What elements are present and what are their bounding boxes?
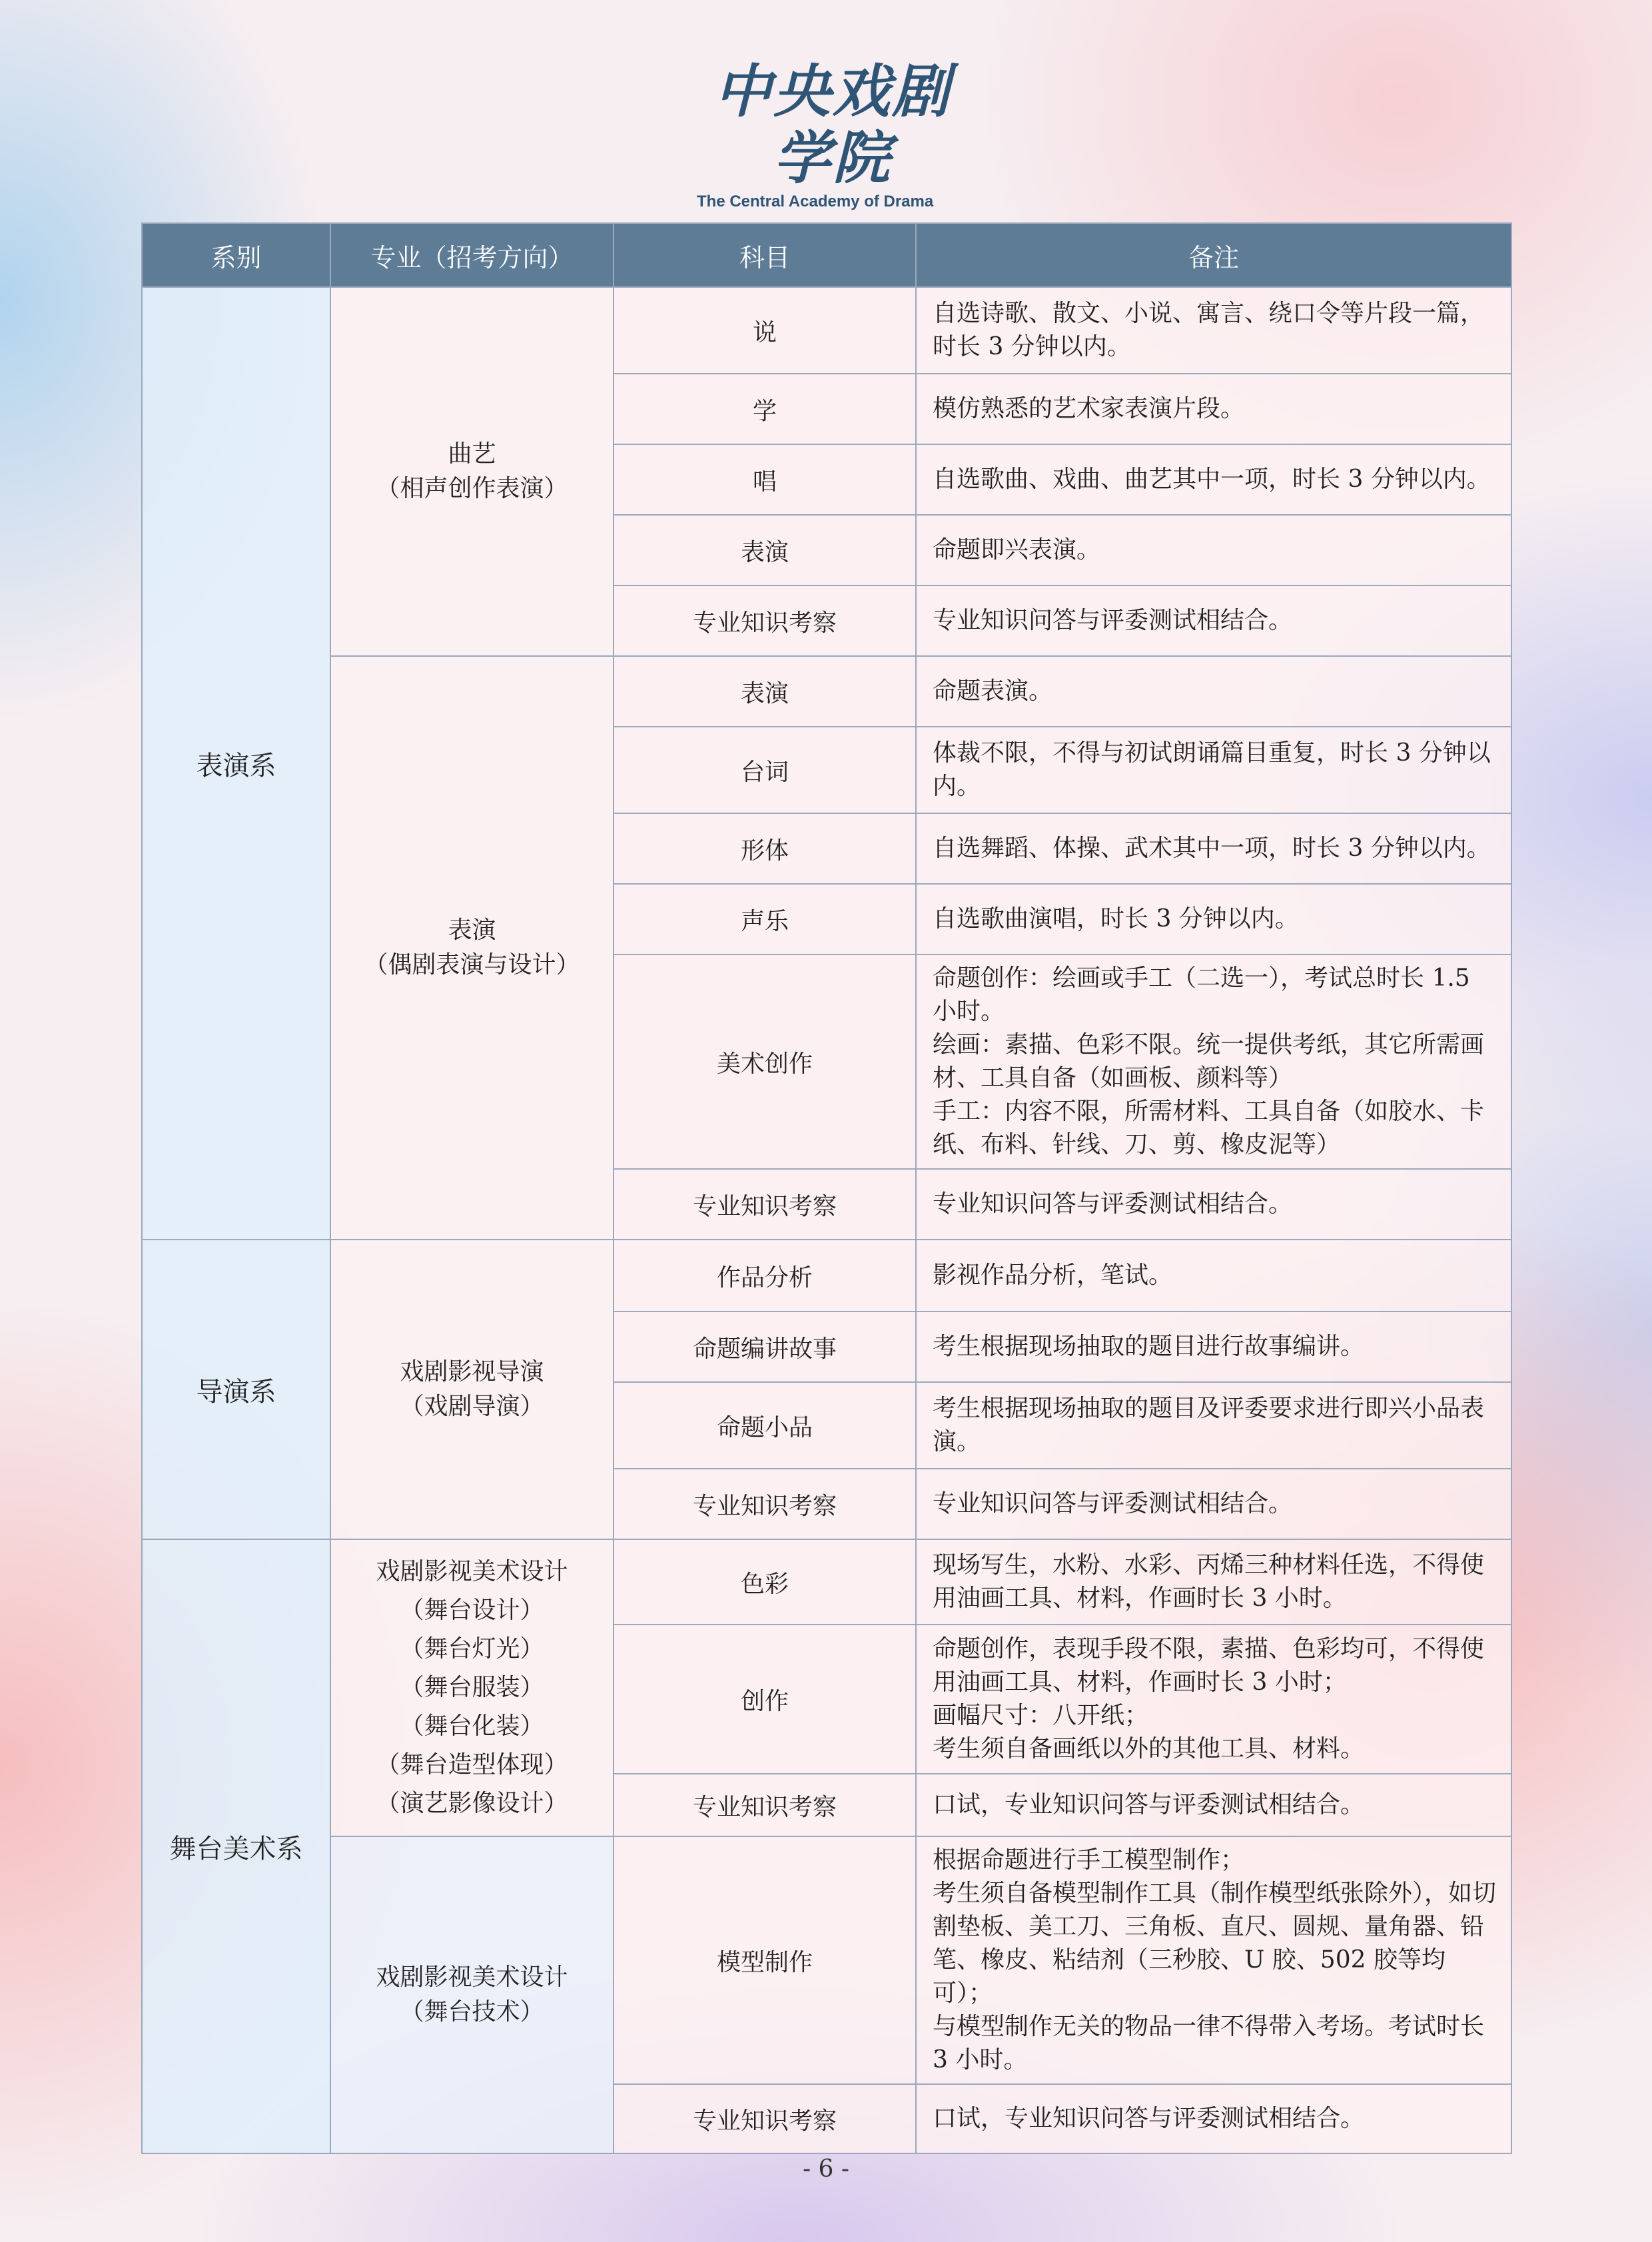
major-cell: 戏剧影视美术设计 （舞台技术） bbox=[330, 1836, 614, 2153]
table-header-row bbox=[142, 223, 1511, 287]
table-row bbox=[142, 1836, 1511, 2084]
logo-english-name: The Central Academy of Drama bbox=[697, 192, 934, 210]
major-cell: 戏剧影视美术设计 （舞台设计） （舞台灯光） （舞台服装） （舞台化装） （舞台造型体现） （演艺影像设计） bbox=[330, 1539, 614, 1836]
note-cell: 命题表演。 bbox=[916, 656, 1511, 727]
header-major: 专业（招考方向） bbox=[330, 223, 614, 287]
note-cell: 口试，专业知识问答与评委测试相结合。 bbox=[916, 1774, 1511, 1836]
subject-cell: 学 bbox=[614, 374, 916, 444]
note-cell: 考生根据现场抽取的题目进行故事编讲。 bbox=[916, 1311, 1511, 1382]
note-cell: 体裁不限，不得与初试朗诵篇目重复，时长 3 分钟以内。 bbox=[916, 727, 1511, 813]
exam-subjects-table bbox=[141, 222, 1512, 2154]
note-cell: 自选歌曲、戏曲、曲艺其中一项，时长 3 分钟以内。 bbox=[916, 444, 1511, 515]
note-cell: 专业知识问答与评委测试相结合。 bbox=[916, 1469, 1511, 1539]
subject-cell: 唱 bbox=[614, 444, 916, 515]
subject-cell: 专业知识考察 bbox=[614, 1469, 916, 1539]
subject-cell: 色彩 bbox=[614, 1539, 916, 1625]
note-cell: 考生根据现场抽取的题目及评委要求进行即兴小品表演。 bbox=[916, 1382, 1511, 1469]
subject-cell: 美术创作 bbox=[614, 954, 916, 1169]
department-cell: 导演系 bbox=[142, 1240, 330, 1539]
note-cell: 根据命题进行手工模型制作； 考生须自备模型制作工具（制作模型纸张除外），如切割垫板、美工刀、三角板、直尺、圆规、量角器、铅笔、橡皮、粘结剂（三秒胶、U 胶、502 胶等均可）； 与模型制作无关的物品一律不得带入考场。考试时长 3 小时。 bbox=[916, 1836, 1511, 2084]
table-row bbox=[142, 1539, 1511, 1625]
subject-cell: 作品分析 bbox=[614, 1240, 916, 1311]
subject-cell: 台词 bbox=[614, 727, 916, 813]
subject-cell: 命题小品 bbox=[614, 1382, 916, 1469]
note-cell: 命题创作：绘画或手工（二选一），考试总时长 1.5 小时。 绘画：素描、色彩不限。统一提供考纸，其它所需画材、工具自备（如画板、颜料等） 手工：内容不限，所需材料、工具自备（如胶水、卡纸、布料、针线、刀、剪、橡皮泥等） bbox=[916, 954, 1511, 1169]
subject-cell: 模型制作 bbox=[614, 1836, 916, 2084]
note-cell: 现场写生，水粉、水彩、丙烯三种材料任选，不得使用油画工具、材料，作画时长 3 小时。 bbox=[916, 1539, 1511, 1625]
header-subject: 科目 bbox=[614, 223, 916, 287]
subject-cell: 形体 bbox=[614, 813, 916, 884]
table-row bbox=[142, 287, 1511, 374]
note-cell: 影视作品分析，笔试。 bbox=[916, 1240, 1511, 1311]
header-department: 系别 bbox=[142, 223, 330, 287]
subject-cell: 声乐 bbox=[614, 884, 916, 954]
subject-cell: 说 bbox=[614, 287, 916, 374]
note-cell: 命题即兴表演。 bbox=[916, 515, 1511, 585]
subject-cell: 专业知识考察 bbox=[614, 585, 916, 656]
department-cell: 舞台美术系 bbox=[142, 1539, 330, 2153]
header-note: 备注 bbox=[916, 223, 1511, 287]
note-cell: 命题创作，表现手段不限，素描、色彩均可，不得使用油画工具、材料，作画时长 3 小时； 画幅尺寸：八开纸； 考生须自备画纸以外的其他工具、材料。 bbox=[916, 1625, 1511, 1774]
major-cell: 曲艺 （相声创作表演） bbox=[330, 287, 614, 656]
note-cell: 自选诗歌、散文、小说、寓言、绕口令等片段一篇，时长 3 分钟以内。 bbox=[916, 287, 1511, 374]
major-cell: 戏剧影视导演 （戏剧导演） bbox=[330, 1240, 614, 1539]
note-cell: 专业知识问答与评委测试相结合。 bbox=[916, 585, 1511, 656]
note-cell: 口试，专业知识问答与评委测试相结合。 bbox=[916, 2084, 1511, 2153]
note-cell: 自选舞蹈、体操、武术其中一项，时长 3 分钟以内。 bbox=[916, 813, 1511, 884]
major-cell: 表演 （偶剧表演与设计） bbox=[330, 656, 614, 1240]
subject-cell: 专业知识考察 bbox=[614, 1774, 916, 1836]
subject-cell: 专业知识考察 bbox=[614, 1169, 916, 1240]
note-cell: 模仿熟悉的艺术家表演片段。 bbox=[916, 374, 1511, 444]
note-cell: 自选歌曲演唱，时长 3 分钟以内。 bbox=[916, 884, 1511, 954]
department-cell: 表演系 bbox=[142, 287, 330, 1240]
note-cell: 专业知识问答与评委测试相结合。 bbox=[916, 1169, 1511, 1240]
logo-chinese-name: 中央戏剧学院 bbox=[714, 58, 951, 192]
academy-logo bbox=[693, 58, 973, 210]
table-row bbox=[142, 1240, 1511, 1311]
table-row bbox=[142, 656, 1511, 727]
page-number: - 6 - bbox=[802, 2155, 850, 2183]
subject-cell: 表演 bbox=[614, 656, 916, 727]
subject-cell: 表演 bbox=[614, 515, 916, 585]
subject-cell: 命题编讲故事 bbox=[614, 1311, 916, 1382]
subject-cell: 创作 bbox=[614, 1625, 916, 1774]
subject-cell: 专业知识考察 bbox=[614, 2084, 916, 2153]
